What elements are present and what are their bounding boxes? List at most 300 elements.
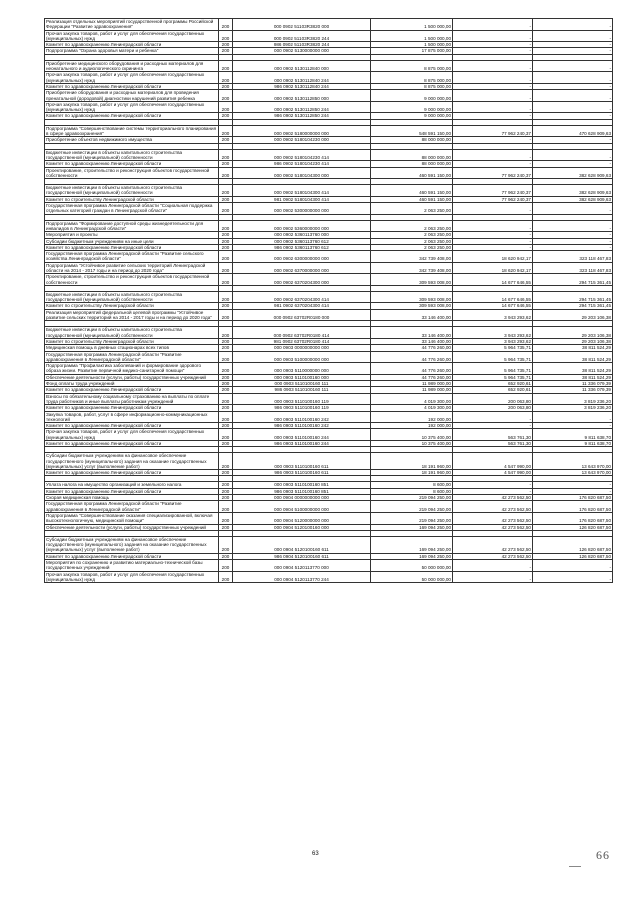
row-unexecuted-amount: - bbox=[533, 482, 613, 488]
row-name: Бюджетные инвестиции в объекты капитального строительства государственной (муниципальной) собственности bbox=[45, 149, 219, 161]
row-unexecuted-amount: - bbox=[533, 19, 613, 31]
row-approved-amount: 9 000 000,00 bbox=[371, 90, 453, 102]
row-budget-code: 000 0902 5130000000 000 bbox=[233, 48, 371, 54]
row-budget-code: 986 0902 5130112850 244 bbox=[233, 113, 371, 119]
row-unexecuted-amount: 126 820 687,50 bbox=[533, 524, 613, 530]
row-approved-amount: 309 593 008,00 bbox=[371, 303, 453, 309]
row-line-code: 200 bbox=[219, 393, 233, 405]
row-line-code: 200 bbox=[219, 149, 233, 161]
row-executed-amount: 42 273 562,50 bbox=[453, 553, 533, 559]
row-unexecuted-amount: - bbox=[533, 161, 613, 167]
row-unexecuted-amount: - bbox=[533, 488, 613, 494]
row-executed-amount: - bbox=[453, 161, 533, 167]
row-budget-code: 981 0902 5180104300 414 bbox=[233, 196, 371, 202]
row-line-code: 200 bbox=[219, 560, 233, 572]
row-executed-amount: 42 273 562,50 bbox=[453, 524, 533, 530]
row-unexecuted-amount: - bbox=[533, 101, 613, 113]
table-row bbox=[45, 374, 613, 380]
row-budget-code: 000 0902 6300000000 000 bbox=[233, 251, 371, 263]
row-name: Комитет по здравоохранению Ленинградской области bbox=[45, 244, 219, 250]
row-unexecuted-amount: 38 811 524,29 bbox=[533, 363, 613, 375]
row-budget-code: 000 0903 5110100160 111 bbox=[233, 381, 371, 387]
row-executed-amount: 77 962 240,37 bbox=[453, 185, 533, 197]
row-approved-amount: 309 593 008,00 bbox=[371, 274, 453, 286]
row-line-code: 200 bbox=[219, 470, 233, 476]
row-name: Реализация отдельных мероприятий государственной программы Российской Федерации "Развитие здравоохранения" bbox=[45, 19, 219, 31]
row-line-code: 200 bbox=[219, 381, 233, 387]
row-budget-code: 986 0902 51103R3820 244 bbox=[233, 42, 371, 48]
row-approved-amount: 17 875 000,00 bbox=[371, 48, 453, 54]
row-budget-code: 000 0903 5110100160 242 bbox=[233, 411, 371, 423]
table-row bbox=[45, 405, 613, 411]
row-unexecuted-amount: 11 336 079,39 bbox=[533, 387, 613, 393]
row-approved-amount: 8 875 000,00 bbox=[371, 72, 453, 84]
row-unexecuted-amount: - bbox=[533, 411, 613, 423]
row-name: Субсидии бюджетным учреждениям на финансовое обеспечение государственного (муниципального) задания на оказание государственных (муниципальных) услуг (выполнение работ) bbox=[45, 453, 219, 470]
row-line-code: 200 bbox=[219, 238, 233, 244]
row-unexecuted-amount: 382 628 909,63 bbox=[533, 185, 613, 197]
row-executed-amount: - bbox=[453, 482, 533, 488]
row-unexecuted-amount: 323 118 467,83 bbox=[533, 251, 613, 263]
row-budget-code: 986 0903 5110100160 851 bbox=[233, 488, 371, 494]
row-approved-amount: 33 146 400,00 bbox=[371, 309, 453, 321]
row-line-code: 200 bbox=[219, 101, 233, 113]
row-budget-code: 000 0904 5120100160 000 bbox=[233, 524, 371, 530]
row-budget-code: 000 0903 0000000000 000 bbox=[233, 345, 371, 351]
table-row bbox=[45, 149, 613, 161]
row-unexecuted-amount: 9 811 638,70 bbox=[533, 441, 613, 447]
row-unexecuted-amount: - bbox=[533, 48, 613, 54]
row-executed-amount: 77 962 240,37 bbox=[453, 167, 533, 179]
row-name: Комитет по здравоохранению Ленинградской области bbox=[45, 553, 219, 559]
row-executed-amount: 200 063,80 bbox=[453, 393, 533, 405]
table-row bbox=[45, 351, 613, 363]
row-name: Подпрограмма "Формирование доступной среды жизнедеятельности для инвалидов в Ленинградской области" bbox=[45, 220, 219, 232]
table-row bbox=[45, 251, 613, 263]
row-line-code: 200 bbox=[219, 501, 233, 513]
row-executed-amount: - bbox=[453, 19, 533, 31]
row-executed-amount: 77 962 240,37 bbox=[453, 125, 533, 137]
row-budget-code: 986 0904 5120100160 611 bbox=[233, 553, 371, 559]
row-unexecuted-amount: 176 820 687,50 bbox=[533, 495, 613, 501]
row-executed-amount: 42 273 562,50 bbox=[453, 495, 533, 501]
row-line-code: 200 bbox=[219, 429, 233, 441]
row-line-code: 200 bbox=[219, 411, 233, 423]
row-approved-amount: 88 000 000,00 bbox=[371, 137, 453, 143]
row-name: Комитет по здравоохранению Ленинградской области bbox=[45, 441, 219, 447]
row-executed-amount: - bbox=[453, 203, 533, 215]
row-name: Мероприятия и проекты bbox=[45, 232, 219, 238]
row-executed-amount: - bbox=[453, 101, 533, 113]
table-row bbox=[45, 72, 613, 84]
row-executed-amount: 14 677 646,55 bbox=[453, 303, 533, 309]
row-name: Комитет по строительству Ленинградской области bbox=[45, 303, 219, 309]
row-unexecuted-amount: - bbox=[533, 423, 613, 429]
row-line-code: 200 bbox=[219, 19, 233, 31]
table-row bbox=[45, 303, 613, 309]
row-line-code: 200 bbox=[219, 482, 233, 488]
table-row bbox=[45, 571, 613, 583]
row-budget-code: 000 0904 0000000000 000 bbox=[233, 495, 371, 501]
row-approved-amount: 44 776 260,00 bbox=[371, 345, 453, 351]
row-budget-code: 000 0903 5110100160 851 bbox=[233, 482, 371, 488]
row-executed-amount: 3 943 293,62 bbox=[453, 327, 533, 339]
row-executed-amount: - bbox=[453, 137, 533, 143]
row-executed-amount: 18 620 942,17 bbox=[453, 251, 533, 263]
row-unexecuted-amount: 38 811 524,29 bbox=[533, 345, 613, 351]
row-budget-code: 000 0902 5130112840 244 bbox=[233, 72, 371, 84]
row-unexecuted-amount: - bbox=[533, 244, 613, 250]
row-name: Комитет по строительству Ленинградской области bbox=[45, 196, 219, 202]
table-row bbox=[45, 220, 613, 232]
row-line-code: 200 bbox=[219, 220, 233, 232]
row-executed-amount: 563 761,30 bbox=[453, 429, 533, 441]
row-approved-amount: 33 146 400,00 bbox=[371, 327, 453, 339]
row-approved-amount: 2 063 250,00 bbox=[371, 232, 453, 238]
table-row bbox=[45, 393, 613, 405]
row-line-code: 200 bbox=[219, 274, 233, 286]
table-row bbox=[45, 167, 613, 179]
row-approved-amount: 8 600,00 bbox=[371, 482, 453, 488]
row-unexecuted-amount: 29 203 106,38 bbox=[533, 327, 613, 339]
row-approved-amount: 9 000 000,00 bbox=[371, 101, 453, 113]
table-row bbox=[45, 524, 613, 530]
row-line-code: 200 bbox=[219, 232, 233, 238]
row-budget-code: 000 0903 5110100160 119 bbox=[233, 393, 371, 405]
row-budget-code: 986 0903 5110100160 244 bbox=[233, 441, 371, 447]
row-budget-code: 981 0902 63702R0180 414 bbox=[233, 338, 371, 344]
row-budget-code: 000 0902 5360113760 000 bbox=[233, 232, 371, 238]
row-budget-code: 000 0902 63702R0180 414 bbox=[233, 327, 371, 339]
row-unexecuted-amount: 3 819 236,20 bbox=[533, 405, 613, 411]
row-unexecuted-amount: - bbox=[533, 560, 613, 572]
table-row bbox=[45, 453, 613, 470]
row-unexecuted-amount: 29 203 106,38 bbox=[533, 338, 613, 344]
row-unexecuted-amount: 176 820 687,50 bbox=[533, 501, 613, 513]
row-line-code: 200 bbox=[219, 495, 233, 501]
row-budget-code: 000 0902 6370204300 414 bbox=[233, 291, 371, 303]
row-name: Государственная программа Ленинградской области "Развитие здравоохранения в Ленинградской области" bbox=[45, 351, 219, 363]
row-unexecuted-amount: - bbox=[533, 149, 613, 161]
row-line-code: 200 bbox=[219, 453, 233, 470]
table-row bbox=[45, 429, 613, 441]
row-budget-code: 986 0903 5110100160 111 bbox=[233, 387, 371, 393]
row-name: Подпрограмма "Совершенствование оказания специализированной, включая высокотехнологичную, медицинской помощи" bbox=[45, 512, 219, 524]
row-unexecuted-amount: 323 118 467,83 bbox=[533, 262, 613, 274]
row-line-code: 200 bbox=[219, 338, 233, 344]
row-line-code: 200 bbox=[219, 351, 233, 363]
row-line-code: 200 bbox=[219, 488, 233, 494]
row-budget-code: 000 0903 5110000000 000 bbox=[233, 363, 371, 375]
row-name: Бюджетные инвестиции в объекты капитального строительства государственной (муниципальной) собственности bbox=[45, 185, 219, 197]
row-approved-amount: 18 191 960,00 bbox=[371, 453, 453, 470]
row-executed-amount: 3 943 293,62 bbox=[453, 338, 533, 344]
row-name: Субсидии бюджетным учреждениям на иные цели bbox=[45, 238, 219, 244]
row-name: Обеспечение деятельности (услуги, работы) государственных учреждений bbox=[45, 524, 219, 530]
row-budget-code: 981 0902 6370204300 414 bbox=[233, 303, 371, 309]
row-unexecuted-amount: - bbox=[533, 137, 613, 143]
row-line-code: 200 bbox=[219, 203, 233, 215]
row-executed-amount: 5 964 735,71 bbox=[453, 374, 533, 380]
row-budget-code: 000 0902 5180104230 000 bbox=[233, 137, 371, 143]
row-line-code: 200 bbox=[219, 291, 233, 303]
row-executed-amount: 652 920,61 bbox=[453, 381, 533, 387]
table-row bbox=[45, 470, 613, 476]
row-budget-code: 000 0902 6370000000 000 bbox=[233, 262, 371, 274]
row-approved-amount: 219 094 250,00 bbox=[371, 512, 453, 524]
table-row bbox=[45, 291, 613, 303]
row-executed-amount: - bbox=[453, 30, 533, 42]
row-approved-amount: 169 094 250,00 bbox=[371, 553, 453, 559]
row-approved-amount: 8 875 000,00 bbox=[371, 83, 453, 89]
row-name: Реализация мероприятий федеральной целевой программы "Устойчивое развитие сельских территорий на 2014 - 2017 годы и на период до 2020 года" bbox=[45, 309, 219, 321]
row-executed-amount: - bbox=[453, 560, 533, 572]
row-executed-amount: - bbox=[453, 244, 533, 250]
row-unexecuted-amount: 38 811 524,29 bbox=[533, 351, 613, 363]
row-name: Мероприятия по сохранению и развитию материально-технической базы государственных учреждений bbox=[45, 560, 219, 572]
row-unexecuted-amount: 470 628 909,63 bbox=[533, 125, 613, 137]
row-approved-amount: 342 739 408,00 bbox=[371, 251, 453, 263]
row-line-code: 200 bbox=[219, 571, 233, 583]
row-name: Государственная программа Ленинградской области "Развитие сельского хозяйства Ленинградской области" bbox=[45, 251, 219, 263]
row-approved-amount: 33 146 400,00 bbox=[371, 338, 453, 344]
row-executed-amount: 4 547 990,00 bbox=[453, 470, 533, 476]
table-row bbox=[45, 411, 613, 423]
row-executed-amount: 42 273 562,50 bbox=[453, 501, 533, 513]
row-name: Скорая медицинская помощь bbox=[45, 495, 219, 501]
row-name: Прочая закупка товаров, работ и услуг для обеспечения государственных (муниципальных) нужд bbox=[45, 101, 219, 113]
row-executed-amount: - bbox=[453, 149, 533, 161]
table-row bbox=[45, 125, 613, 137]
row-name: Обеспечение деятельности (услуги, работы) государственных учреждений bbox=[45, 374, 219, 380]
row-approved-amount: 50 000 000,00 bbox=[371, 560, 453, 572]
row-name: Взносы по обязательному социальному страхованию на выплаты по оплате труда работников и иные выплаты работникам учреждений bbox=[45, 393, 219, 405]
row-unexecuted-amount: 382 628 909,63 bbox=[533, 196, 613, 202]
row-executed-amount: - bbox=[453, 571, 533, 583]
row-executed-amount: 563 761,30 bbox=[453, 441, 533, 447]
row-executed-amount: - bbox=[453, 42, 533, 48]
table-row bbox=[45, 501, 613, 513]
row-executed-amount: 42 273 562,50 bbox=[453, 512, 533, 524]
row-budget-code: 986 0903 5110100160 119 bbox=[233, 405, 371, 411]
row-line-code: 200 bbox=[219, 441, 233, 447]
row-approved-amount: 10 375 400,00 bbox=[371, 429, 453, 441]
row-approved-amount: 88 000 000,00 bbox=[371, 149, 453, 161]
row-executed-amount: - bbox=[453, 72, 533, 84]
row-unexecuted-amount: 294 715 361,45 bbox=[533, 303, 613, 309]
row-name: Государственная программа Ленинградской области "Развитие здравоохранения в Ленинградской области" bbox=[45, 501, 219, 513]
row-approved-amount: 88 000 000,00 bbox=[371, 161, 453, 167]
row-line-code: 200 bbox=[219, 251, 233, 263]
row-line-code: 200 bbox=[219, 363, 233, 375]
table-row bbox=[45, 345, 613, 351]
row-line-code: 200 bbox=[219, 327, 233, 339]
budget-table-page bbox=[44, 18, 612, 583]
row-executed-amount: - bbox=[453, 488, 533, 494]
row-line-code: 200 bbox=[219, 262, 233, 274]
row-approved-amount: 1 500 000,00 bbox=[371, 42, 453, 48]
row-name: Комитет по строительству Ленинградской области bbox=[45, 338, 219, 344]
row-line-code: 200 bbox=[219, 374, 233, 380]
row-line-code: 200 bbox=[219, 524, 233, 530]
row-line-code: 200 bbox=[219, 137, 233, 143]
row-approved-amount: 309 593 008,00 bbox=[371, 291, 453, 303]
row-name: Проектирование, строительство и реконструкция объектов государственной собственности bbox=[45, 274, 219, 286]
row-unexecuted-amount: - bbox=[533, 60, 613, 72]
row-unexecuted-amount: - bbox=[533, 203, 613, 215]
row-budget-code: 000 0902 5130112850 000 bbox=[233, 90, 371, 102]
row-approved-amount: 192 000,00 bbox=[371, 423, 453, 429]
row-unexecuted-amount: - bbox=[533, 220, 613, 232]
row-approved-amount: 11 989 000,00 bbox=[371, 387, 453, 393]
row-budget-code: 986 0902 5360113760 612 bbox=[233, 244, 371, 250]
row-approved-amount: 2 063 250,00 bbox=[371, 244, 453, 250]
row-approved-amount: 44 776 260,00 bbox=[371, 363, 453, 375]
row-unexecuted-amount: - bbox=[533, 238, 613, 244]
row-approved-amount: 50 000 000,00 bbox=[371, 571, 453, 583]
row-unexecuted-amount: - bbox=[533, 42, 613, 48]
row-budget-code: 986 0903 5110100160 242 bbox=[233, 423, 371, 429]
row-approved-amount: 460 591 150,00 bbox=[371, 196, 453, 202]
table-row bbox=[45, 185, 613, 197]
row-budget-code: 000 0903 5110100160 000 bbox=[233, 374, 371, 380]
row-name: Прочая закупка товаров, работ и услуг для обеспечения государственных (муниципальных) нужд bbox=[45, 30, 219, 42]
row-line-code: 200 bbox=[219, 244, 233, 250]
row-budget-code: 000 0903 5110100160 244 bbox=[233, 429, 371, 441]
row-unexecuted-amount: - bbox=[533, 571, 613, 583]
row-name: Приобретение объектов недвижимого имущества bbox=[45, 137, 219, 143]
row-budget-code: 000 0902 5360000000 000 bbox=[233, 220, 371, 232]
row-name: Приобретение медицинского оборудования и расходных материалов для неонатального и аудиологического скрининга bbox=[45, 60, 219, 72]
table-row bbox=[45, 274, 613, 286]
row-unexecuted-amount: - bbox=[533, 83, 613, 89]
row-approved-amount: 8 600,00 bbox=[371, 488, 453, 494]
row-executed-amount: - bbox=[453, 60, 533, 72]
row-unexecuted-amount: 29 203 106,38 bbox=[533, 309, 613, 321]
row-budget-code: 986 0902 5130112840 244 bbox=[233, 83, 371, 89]
table-row bbox=[45, 203, 613, 215]
row-line-code: 200 bbox=[219, 423, 233, 429]
row-name: Проектирование, строительство и реконструкция объектов государственной собственности bbox=[45, 167, 219, 179]
row-budget-code: 000 0904 5100000000 000 bbox=[233, 501, 371, 513]
row-approved-amount: 18 191 960,00 bbox=[371, 470, 453, 476]
row-budget-code: 000 0902 51103R3820 000 bbox=[233, 19, 371, 31]
table-row bbox=[45, 101, 613, 113]
row-budget-code: 000 0902 5360113760 612 bbox=[233, 238, 371, 244]
row-unexecuted-amount: 126 820 687,50 bbox=[533, 553, 613, 559]
row-approved-amount: 219 094 250,00 bbox=[371, 501, 453, 513]
row-unexecuted-amount: 9 811 638,70 bbox=[533, 429, 613, 441]
row-unexecuted-amount: 126 820 687,50 bbox=[533, 536, 613, 553]
row-executed-amount: - bbox=[453, 48, 533, 54]
row-executed-amount: 652 920,61 bbox=[453, 387, 533, 393]
row-unexecuted-amount: 11 336 079,39 bbox=[533, 381, 613, 387]
row-unexecuted-amount: - bbox=[533, 90, 613, 102]
row-approved-amount: 192 000,00 bbox=[371, 411, 453, 423]
page-number: 63 bbox=[312, 851, 319, 857]
row-approved-amount: 219 094 250,00 bbox=[371, 495, 453, 501]
row-approved-amount: 169 094 250,00 bbox=[371, 536, 453, 553]
row-executed-amount: 200 063,80 bbox=[453, 405, 533, 411]
row-approved-amount: 11 989 000,00 bbox=[371, 381, 453, 387]
row-name: Подпрограмма "Устойчивое развитие сельских территорий Ленинградской области на 2014 - 2017 годы и на период до 2020 года" bbox=[45, 262, 219, 274]
row-line-code: 200 bbox=[219, 60, 233, 72]
row-name: Подпрограмма "Профилактика заболеваний и формирование здорового образа жизни. Развитие первичной медико-санитарной помощи" bbox=[45, 363, 219, 375]
row-line-code: 200 bbox=[219, 48, 233, 54]
row-unexecuted-amount: - bbox=[533, 113, 613, 119]
row-approved-amount: 9 000 000,00 bbox=[371, 113, 453, 119]
row-name: Комитет по здравоохранению Ленинградской области bbox=[45, 387, 219, 393]
ink-mark bbox=[569, 866, 581, 867]
table-row bbox=[45, 553, 613, 559]
table-row bbox=[45, 19, 613, 31]
row-line-code: 200 bbox=[219, 90, 233, 102]
row-executed-amount: - bbox=[453, 220, 533, 232]
budget-execution-table bbox=[44, 18, 613, 583]
row-executed-amount: - bbox=[453, 90, 533, 102]
row-executed-amount: - bbox=[453, 238, 533, 244]
table-row bbox=[45, 196, 613, 202]
row-line-code: 200 bbox=[219, 113, 233, 119]
row-name: Комитет по здравоохранению Ленинградской области bbox=[45, 488, 219, 494]
row-budget-code: 000 0904 5120113770 000 bbox=[233, 560, 371, 572]
row-approved-amount: 4 019 300,00 bbox=[371, 393, 453, 405]
table-row bbox=[45, 327, 613, 339]
row-name: Комитет по здравоохранению Ленинградской области bbox=[45, 83, 219, 89]
row-name: Комитет по здравоохранению Ленинградской области bbox=[45, 423, 219, 429]
row-budget-code: 000 0903 5100000000 000 bbox=[233, 351, 371, 363]
row-unexecuted-amount: - bbox=[533, 72, 613, 84]
row-line-code: 200 bbox=[219, 309, 233, 321]
row-line-code: 200 bbox=[219, 30, 233, 42]
row-name: Бюджетные инвестиции в объекты капитального строительства государственной (муниципальной) собственности bbox=[45, 291, 219, 303]
row-name: Государственная программа Ленинградской области "Социальная поддержка отдельных категорий граждан в Ленинградской области" bbox=[45, 203, 219, 215]
row-name: Фонд оплаты труда учреждений bbox=[45, 381, 219, 387]
table-row bbox=[45, 90, 613, 102]
table-row bbox=[45, 309, 613, 321]
table-row bbox=[45, 512, 613, 524]
row-line-code: 200 bbox=[219, 167, 233, 179]
table-row bbox=[45, 363, 613, 375]
row-name: Комитет по здравоохранению Ленинградской области bbox=[45, 161, 219, 167]
row-unexecuted-amount: 294 715 361,45 bbox=[533, 291, 613, 303]
row-line-code: 200 bbox=[219, 387, 233, 393]
row-name: Медицинская помощь в дневных стационарах всех типов bbox=[45, 345, 219, 351]
row-budget-code: 000 0904 5120000000 000 bbox=[233, 512, 371, 524]
row-budget-code: 986 0902 5180104230 414 bbox=[233, 161, 371, 167]
row-budget-code: 000 0902 5180000000 000 bbox=[233, 125, 371, 137]
row-line-code: 200 bbox=[219, 42, 233, 48]
row-approved-amount: 1 500 000,00 bbox=[371, 19, 453, 31]
row-executed-amount: 77 962 240,37 bbox=[453, 196, 533, 202]
row-executed-amount: 18 620 942,17 bbox=[453, 262, 533, 274]
row-unexecuted-amount: 13 643 970,00 bbox=[533, 470, 613, 476]
row-name: Подпрограмма "Совершенствование системы территориального планирования в сфере здравоохранения" bbox=[45, 125, 219, 137]
row-name: Субсидии бюджетным учреждениям на финансовое обеспечение государственного (муниципального) задания на оказание государственных (муниципальных) услуг (выполнение работ) bbox=[45, 536, 219, 553]
row-budget-code: 000 0902 5180104300 414 bbox=[233, 185, 371, 197]
row-name: Уплата налога на имущество организаций и земельного налога bbox=[45, 482, 219, 488]
row-name: Прочая закупка товаров, работ и услуг для обеспечения государственных (муниципальных) нужд bbox=[45, 429, 219, 441]
row-executed-amount: - bbox=[453, 232, 533, 238]
row-name: Приобретение оборудования и расходных материалов для проведения пренатальной (дородовой) диагностики нарушений развития ребенка bbox=[45, 90, 219, 102]
row-unexecuted-amount: 13 643 970,00 bbox=[533, 453, 613, 470]
row-unexecuted-amount: 294 715 361,45 bbox=[533, 274, 613, 286]
row-name: Комитет по здравоохранению Ленинградской области bbox=[45, 405, 219, 411]
row-executed-amount: - bbox=[453, 113, 533, 119]
row-budget-code: 000 0904 5120100160 611 bbox=[233, 536, 371, 553]
table-row bbox=[45, 30, 613, 42]
row-unexecuted-amount: 176 820 687,50 bbox=[533, 512, 613, 524]
